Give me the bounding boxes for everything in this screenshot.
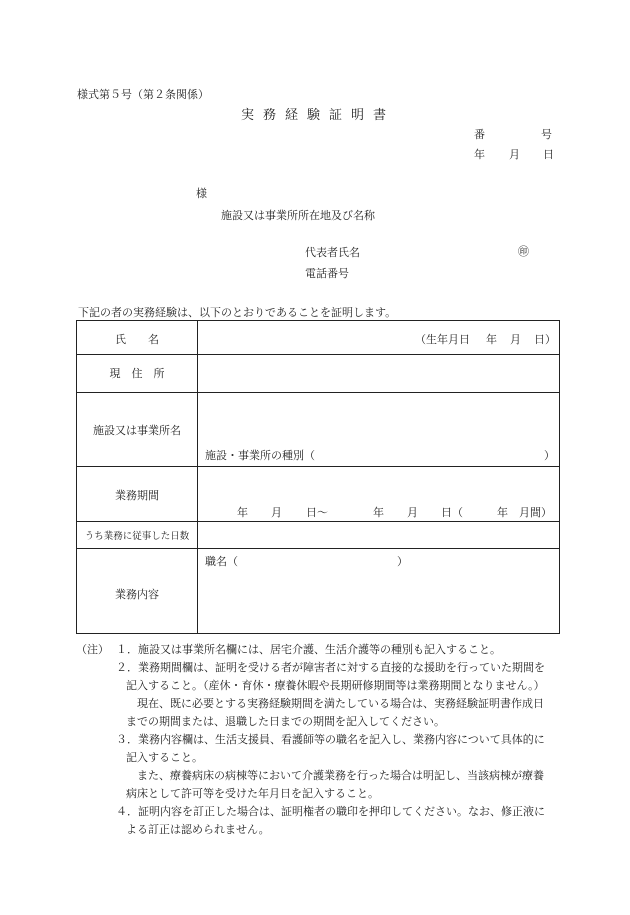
row-divider [77, 354, 559, 355]
birth-month-label: 月 [510, 333, 521, 346]
row-divider [77, 392, 559, 393]
phone-label: 電話番号 [305, 267, 349, 280]
birth-date-prefix: （生年月日 [415, 333, 470, 346]
seal-mark: ㊞ [518, 245, 529, 258]
notes-prefix: （注） [76, 643, 109, 656]
facility-type-close: ） [544, 449, 555, 462]
birth-year-label: 年 [486, 333, 497, 346]
note-1: １．施設又は事業所名欄には、居宅介護、生活介護等の種別も記入すること。 [116, 643, 501, 656]
job-title-label: 職名（ [205, 555, 238, 568]
period-end-day: 日（ [441, 506, 463, 519]
period-total-months: 月間） [519, 506, 552, 519]
note-2-line-1: ２．業務期間欄は、証明を受ける者が障害者に対する直接的な援助を行っていた期間を [116, 661, 545, 674]
period-end-month: 月 [407, 506, 418, 519]
addressee-suffix: 様 [196, 187, 207, 200]
date-day-label: 日 [543, 148, 554, 161]
job-title-close: ） [397, 555, 408, 568]
number-suffix: 号 [541, 128, 552, 141]
period-start-day: 日〜 [306, 506, 328, 519]
days-worked-label: うち業務に従事した日数 [84, 531, 190, 542]
note-2-line-4: までの期間または、退職した日までの期間を記入してください。 [126, 715, 445, 728]
note-4-line-2: よる訂正は認められません。 [126, 823, 270, 836]
name-label: 氏 名 [115, 333, 159, 346]
row-divider [77, 548, 559, 549]
number-label: 番 [474, 128, 485, 141]
period-total-years: 年 [497, 506, 508, 519]
document-title: 実務経験証明書 [240, 108, 395, 123]
certification-statement: 下記の者の実務経験は、以下のとおりであることを証明します。 [78, 306, 397, 319]
note-3-line-2: 記入すること。 [126, 751, 203, 764]
experience-table [76, 320, 560, 634]
note-4-line-1: ４．証明内容を訂正した場合は、証明権者の職印を押印してください。なお、修正液に [116, 805, 545, 818]
period-end-year: 年 [373, 506, 384, 519]
period-start-month: 月 [271, 506, 282, 519]
date-year-label: 年 [474, 148, 485, 161]
facility-address-label: 施設又は事業所所在地及び名称 [221, 209, 375, 222]
date-month-label: 月 [509, 148, 520, 161]
note-3-line-3: また、療養病床の病棟等において介護業務を行った場合は明記し、当該病棟が療養 [137, 769, 544, 782]
column-divider [197, 321, 198, 633]
note-3-line-4: 病床として許可等を受けた年月日を記入すること。 [126, 787, 379, 800]
note-2-line-3: 現在、既に必要とする実務経験期間を満たしている場合は、実務経験証明書作成日 [137, 697, 544, 710]
representative-label: 代表者氏名 [305, 246, 360, 259]
note-2-line-2: 記入すること。（産休・育休・療養休暇や長期研修期間等は業務期間となりません。） [126, 679, 545, 692]
note-3-line-1: ３．業務内容欄は、生活支援員、看護師等の職名を記入し、業務内容について具体的に [116, 733, 545, 746]
work-period-label: 業務期間 [115, 489, 159, 502]
row-divider [77, 466, 559, 467]
birth-day-label: 日） [534, 333, 556, 346]
form-number: 様式第５号（第２条関係） [77, 88, 209, 101]
facility-type-label: 施設・事業所の種別（ [205, 449, 315, 462]
period-start-year: 年 [237, 506, 248, 519]
row-divider [77, 521, 559, 522]
address-label: 現 住 所 [109, 367, 165, 380]
facility-name-label: 施設又は事業所名 [93, 424, 181, 437]
duties-label: 業務内容 [115, 588, 159, 601]
